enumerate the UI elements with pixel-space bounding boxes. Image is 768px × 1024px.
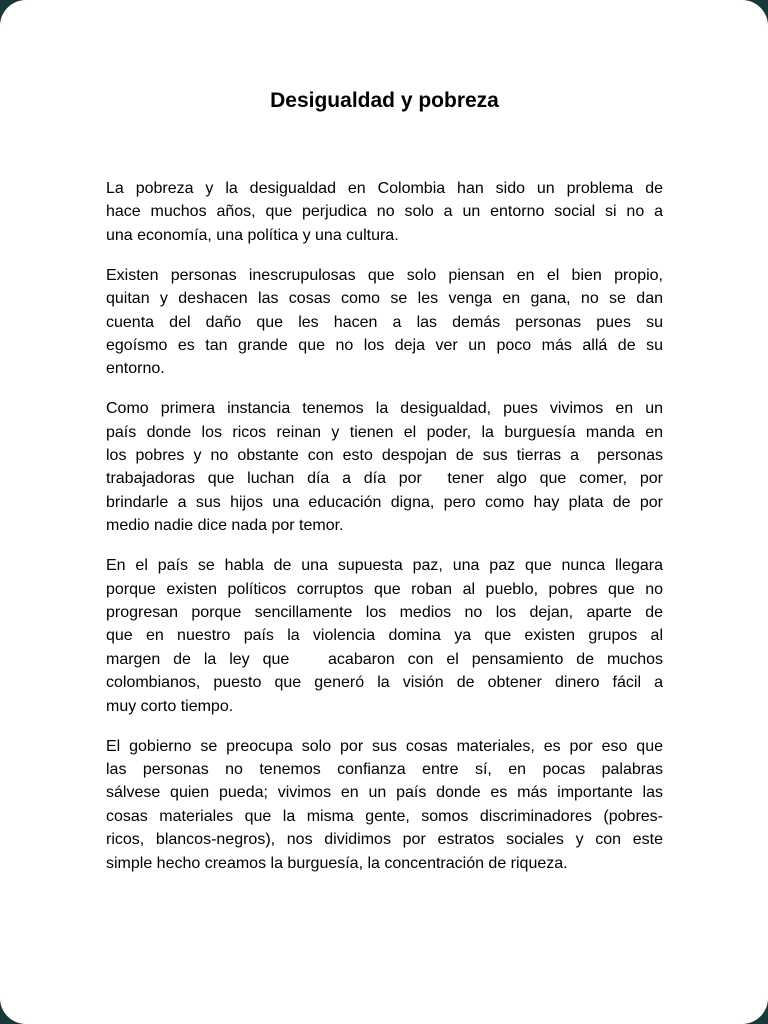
paragraph — [106, 177, 663, 247]
text-line: trabajadoras que luchan día a día por tener algo que comer, por — [106, 470, 663, 488]
text-line: egoísmo es tan grande que no los deja ver un poco más allá de su — [106, 336, 663, 354]
text-line: sálvese quien pueda; vivimos en un país donde es más importante las — [106, 784, 663, 802]
text-line: una economía, una política y una cultura. — [106, 226, 399, 244]
text-line: cosas materiales que la misma gente, somos discriminadores (pobres- — [106, 807, 663, 825]
text-line: los pobres y no obstante con esto despojan de sus tierras a personas — [106, 447, 663, 465]
text-line: entorno. — [106, 360, 165, 378]
paragraph — [106, 735, 663, 875]
text-line: que en nuestro país la violencia domina ya que existen grupos al — [106, 627, 663, 645]
text-line: brindarle a sus hijos una educación digna, pero como hay plata de por — [106, 493, 663, 511]
text-line: progresan porque sencillamente los medios no los dejan, aparte de — [106, 604, 663, 621]
text-line: medio nadie dice nada por temor. — [106, 517, 344, 535]
text-line: cuenta del daño que les hacen a las demás personas pues su — [106, 313, 663, 331]
paragraph — [106, 397, 663, 537]
text-line: simple hecho creamos la burguesía, la concentración de riqueza. — [106, 854, 568, 872]
text-line: Existen personas inescrupulosas que solo piensan en el bien propio, — [106, 266, 663, 284]
text-line: hace muchos años, que perjudica no solo a un entorno social si no a — [106, 203, 663, 221]
text-line: margen de la ley que acabaron con el pensamiento de muchos — [106, 650, 663, 668]
text-line: las personas no tenemos confianza entre sí, en pocas palabras — [106, 760, 663, 778]
text-line: En el país se habla de una supuesta paz, una paz que nunca llegara — [106, 557, 663, 575]
text-line: porque existen políticos corruptos que roban al pueblo, pobres que no — [106, 580, 663, 598]
text-line: El gobierno se preocupa solo por sus cosas materiales, es por eso que — [106, 737, 663, 755]
text-line: Como primera instancia tenemos la desigualdad, pues vivimos en un — [106, 400, 663, 418]
text-line: muy corto tiempo. — [106, 697, 234, 715]
text-line: ricos, blancos-negros), nos dividimos por estratos sociales y con este — [106, 831, 663, 849]
document-title: Desigualdad y pobreza — [270, 89, 499, 112]
text-line: colombianos, puesto que generó la visión de obtener dinero fácil a — [106, 674, 663, 692]
paragraph — [106, 264, 663, 381]
text-line: país donde los ricos reinan y tienen el poder, la burguesía manda en — [106, 423, 663, 441]
text-line: quitan y deshacen las cosas como se les venga en gana, no se dan — [106, 290, 663, 308]
paragraphs — [106, 177, 663, 891]
text-line: La pobreza y la desigualdad en Colombia han sido un problema de — [106, 180, 663, 197]
paragraph — [106, 554, 663, 718]
